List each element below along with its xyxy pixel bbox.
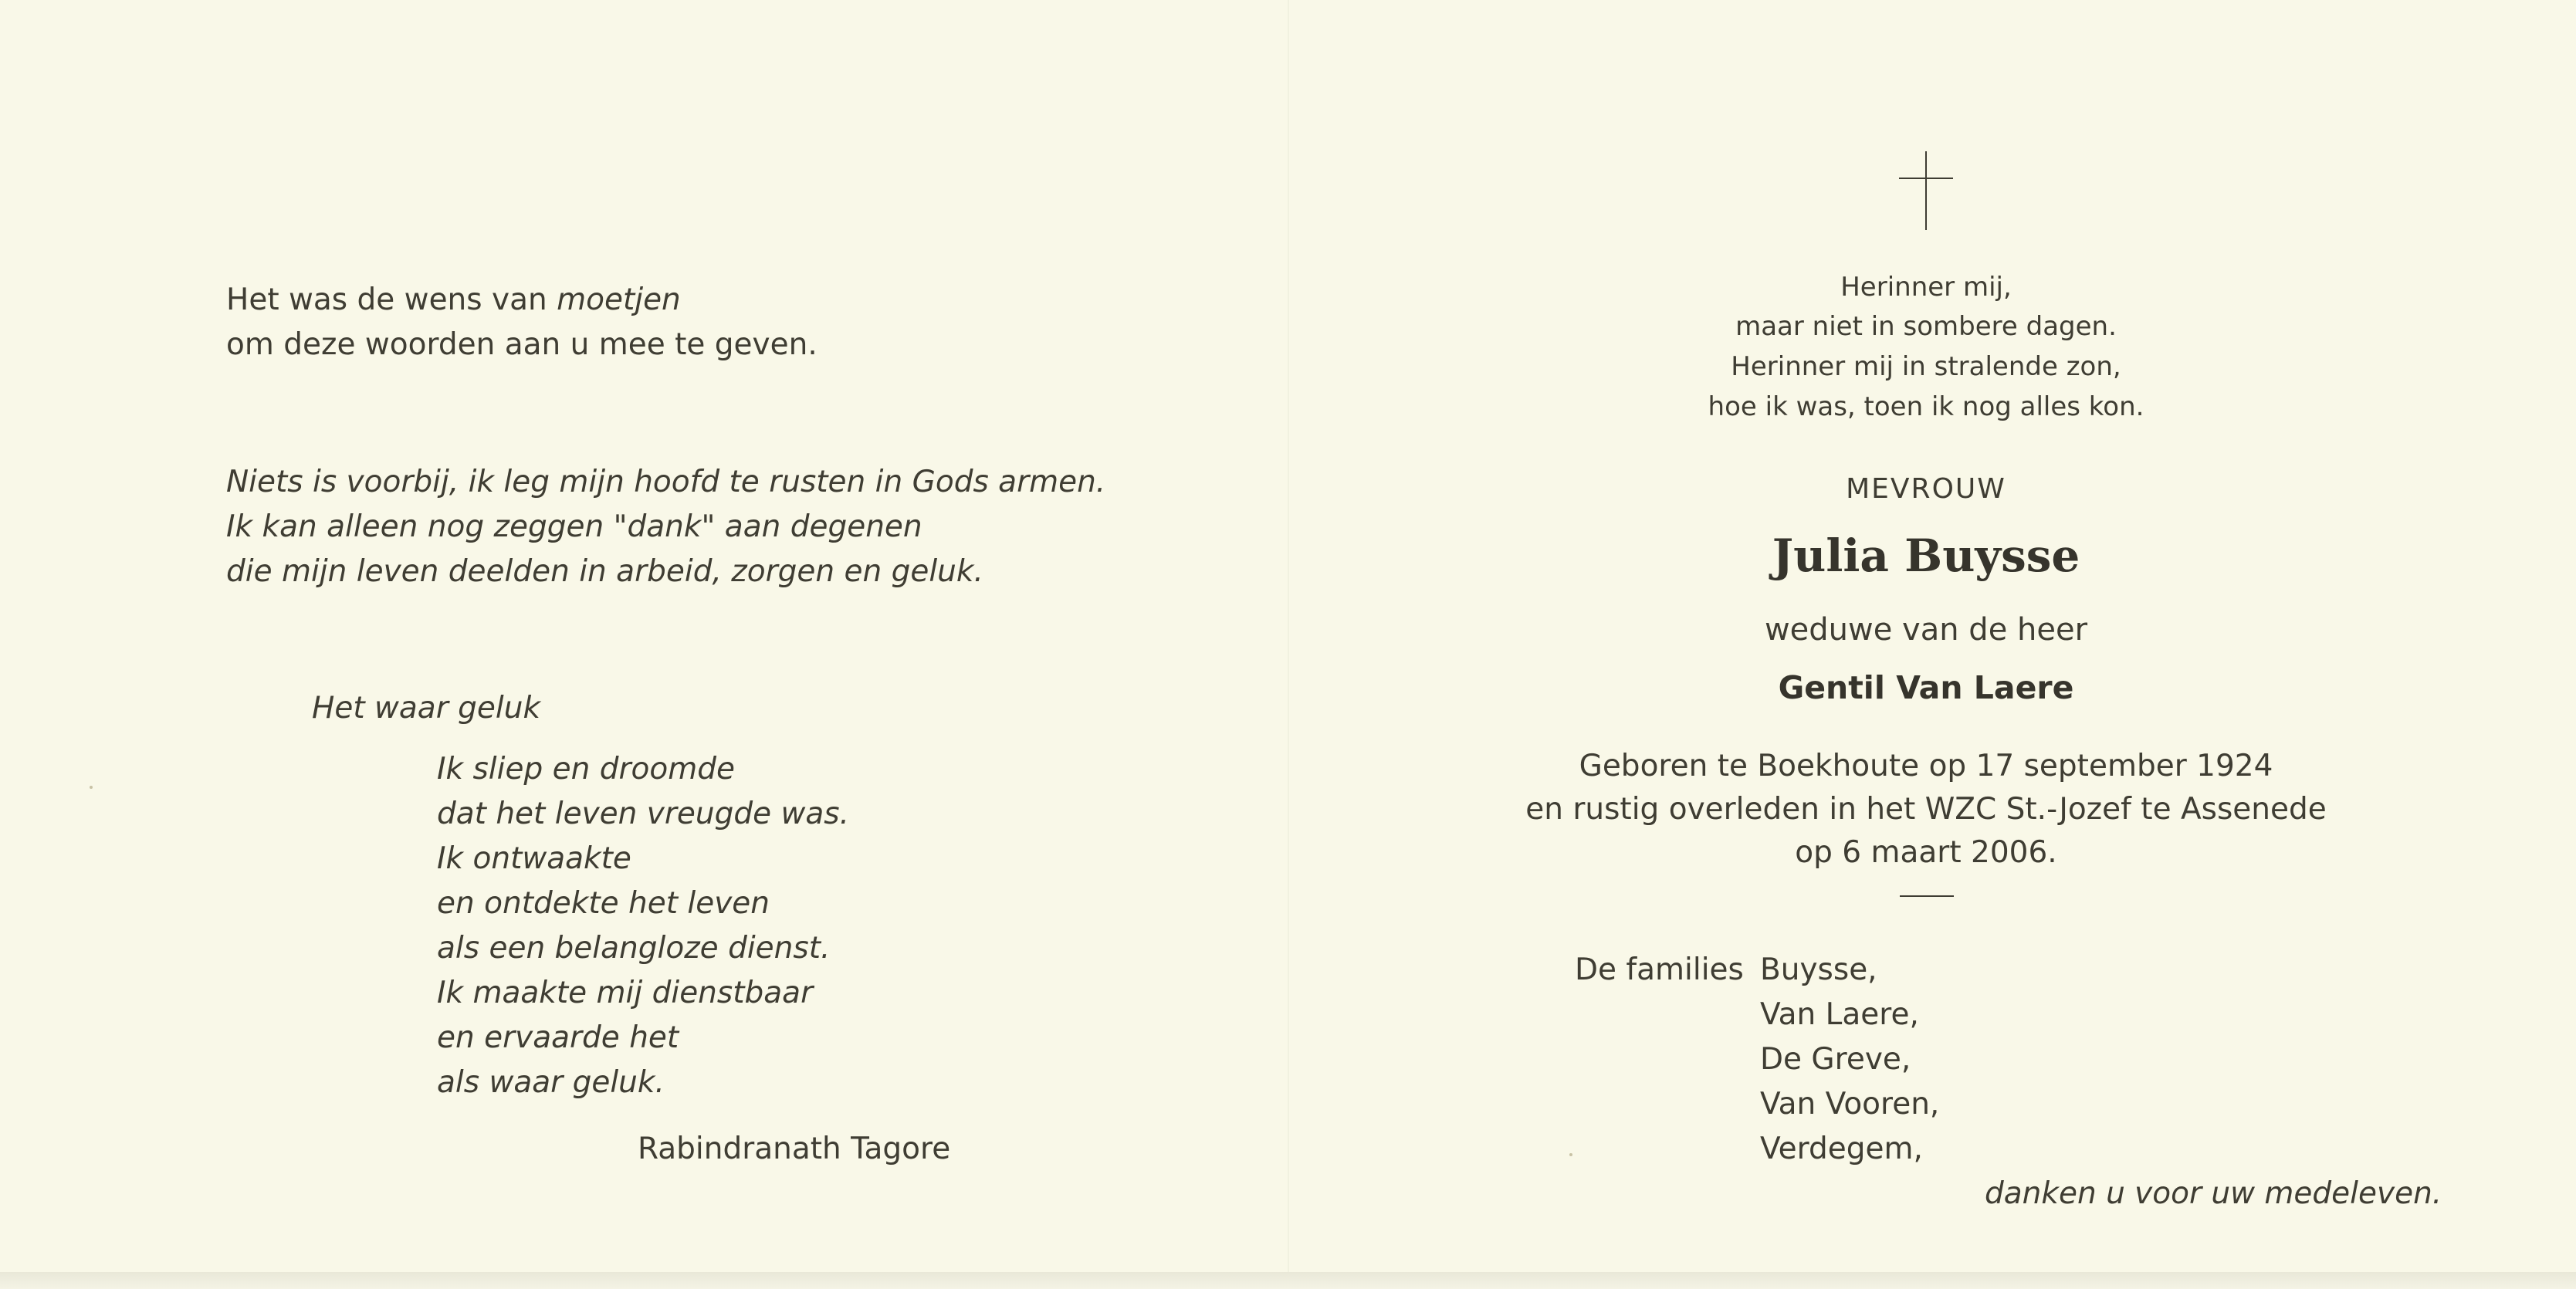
- poem-title: Het waar geluk: [312, 691, 541, 726]
- poem-line: Ik sliep en droomde: [437, 752, 735, 787]
- poem-line: Ik maakte mij dienstbaar: [437, 976, 814, 1010]
- widow-label: weduwe van de heer: [1764, 612, 2088, 648]
- poem-line: Ik ontwaakte: [437, 841, 631, 876]
- cross-horizontal: [1899, 178, 1953, 179]
- niets-line: Ik kan alleen nog zeggen "dank" aan degenen: [226, 509, 922, 544]
- family-name: Buysse,: [1760, 952, 1877, 987]
- intro-line-1: [226, 279, 681, 321]
- niets-line: die mijn leven deelden in arbeid, zorgen en geluk.: [226, 554, 983, 589]
- left-page: [0, 0, 1288, 1272]
- intro-emphasis: moetjen: [557, 282, 681, 317]
- paper-speck: [1569, 1153, 1572, 1156]
- family-name: Verdegem,: [1760, 1132, 1923, 1166]
- death-date: op 6 maart 2006.: [1795, 835, 2057, 870]
- intro-line-2: om deze woorden aan u mee te geven.: [226, 327, 817, 362]
- verse-line: hoe ik was, toen ik nog alles kon.: [1708, 391, 2144, 422]
- family-name: Van Vooren,: [1760, 1087, 1940, 1122]
- intro-text: Het was de wens van: [226, 282, 557, 317]
- deceased-name: Julia Buysse: [1772, 529, 2080, 582]
- poem-author: Rabindranath Tagore: [638, 1132, 951, 1166]
- poem-line: en ontdekte het leven: [437, 886, 770, 921]
- verse-line: Herinner mij,: [1840, 272, 2012, 303]
- verse-line: maar niet in sombere dagen.: [1735, 311, 2117, 342]
- poem-line: als een belangloze dienst.: [437, 931, 831, 966]
- separator-dash: [1900, 895, 1954, 897]
- niets-line: Niets is voorbij, ik leg mijn hoofd te rusten in Gods armen.: [226, 465, 1106, 499]
- right-page: [1289, 0, 2576, 1272]
- poem-line: en ervaarde het: [437, 1020, 679, 1055]
- family-name: De Greve,: [1760, 1042, 1911, 1077]
- card-bottom-edge: [0, 1272, 2576, 1289]
- death-line: en rustig overleden in het WZC St.-Jozef te Assenede: [1525, 792, 2327, 827]
- family-name: Van Laere,: [1760, 997, 1919, 1032]
- poem-line: als waar geluk.: [437, 1065, 665, 1100]
- spouse-name: Gentil Van Laere: [1778, 669, 2074, 706]
- paper-speck: [90, 786, 93, 789]
- families-label: De families: [1575, 952, 1744, 987]
- cross-icon: [1899, 151, 1953, 230]
- verse-line: Herinner mij in stralende zon,: [1731, 351, 2121, 382]
- cross-vertical: [1925, 151, 1927, 230]
- poem-line: dat het leven vreugde was.: [437, 797, 850, 831]
- honorific-title: MEVROUW: [1846, 473, 2006, 505]
- thanks-line: danken u voor uw medeleven.: [1985, 1176, 2442, 1211]
- birth-line: Geboren te Boekhoute op 17 september 1924: [1579, 749, 2273, 783]
